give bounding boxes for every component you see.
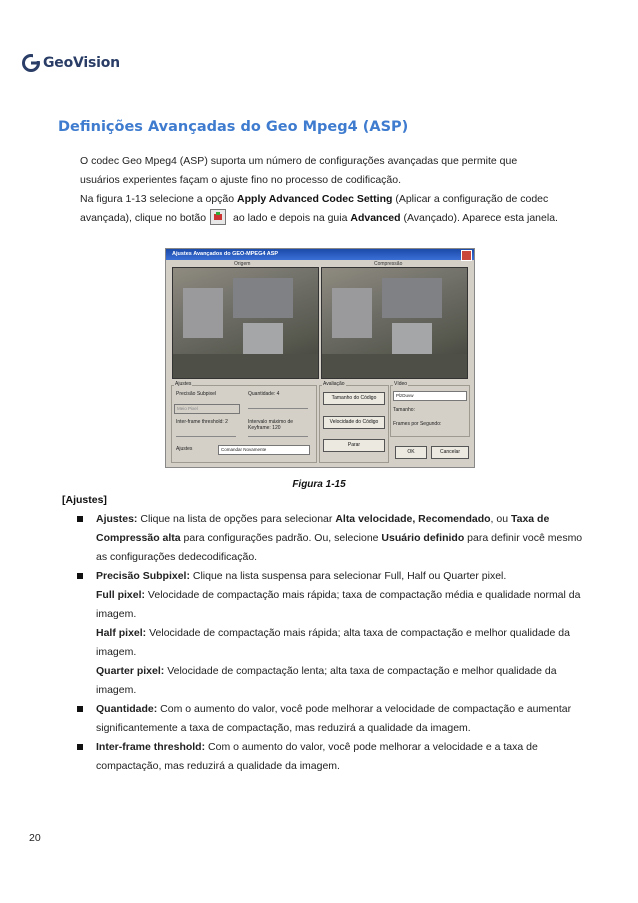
b1-a: Clique na lista de opções para selecionar [137,513,336,525]
bullet-interframe [96,738,586,776]
parar-button[interactable]: Parar [323,439,385,452]
b1-label: Ajustes: [96,513,138,525]
b4-text: Com o aumento do valor, você pode melhorar a velocidade e a taxa de compactação, mas reduzirá a qualidade da imagem. [96,741,538,772]
tamanho-codigo-button[interactable]: Tamanho do Código [323,392,385,405]
b1-g: para definir você mesmo as configurações dedecodificação. [96,532,583,563]
frames-por-segundo-label: Frames por Segundo: [393,421,442,427]
precisao-subpixel-combo[interactable]: Meio Pixel [174,404,240,414]
ajustes-section-heading: [Ajustes] [62,494,107,506]
precisao-subpixel-label: Precisão Subpixel [176,391,217,397]
intro-p2-a: Na figura 1-13 selecione a opção [80,193,238,205]
interframe-slider[interactable] [176,436,236,437]
intro-p2-c: (Aplicar a configuração de codec avançada), clique no botão [80,193,549,224]
quantidade-slider[interactable] [248,408,308,409]
b1-c: , ou [490,513,511,525]
b1-f: Usuário definido [381,532,465,544]
b4-label: Inter-frame threshold: [96,741,206,753]
b3-text: Com o aumento do valor, você pode melhorar a velocidade de compactação e aumentar significantemente a taxa de compactação, mas reduzirá a qualidade da imagem. [96,703,572,734]
velocidade-codigo-button[interactable]: Velocidade do Código [323,416,385,429]
intro-p2-d: ao lado e depois na guia [230,212,351,224]
compressao-video-preview [321,267,468,379]
quarter-pixel-desc [96,662,586,700]
video-combo[interactable]: PlzDuvw [393,391,467,401]
bullet-icon [77,573,83,579]
avaliacao-group-label: Avaliação [323,381,345,387]
page-number: 20 [29,832,41,844]
origem-label: Origem [234,261,251,267]
b1-b: Alta velocidade, Recomendado [335,513,491,525]
full-text: Velocidade de compactação mais rápida; taxa de compactação média e qualidade normal da imagem. [96,589,581,620]
compressao-label: Compressão [374,261,403,267]
bullet-icon [77,516,83,522]
intro-paragraph-1: O codec Geo Mpeg4 (ASP) suporta um número de configurações avançadas que permite que usuários experientes façam o ajuste fino no processo de codificação. [80,155,518,186]
geovision-logo-icon [22,54,40,72]
video-group-label: Vídeo [394,381,408,387]
intro-p2-b: Apply Advanced Codec Setting [237,193,393,205]
quarter-label: Quarter pixel: [96,665,165,677]
geovision-logo [22,52,120,74]
half-label: Half pixel: [96,627,147,639]
b1-d: Taxa de Compressão alta [96,513,550,544]
close-icon [461,250,472,261]
dialog-title: Ajustes Avançados do GEO-MPEG4 ASP [166,249,474,260]
origem-video-preview [172,267,319,379]
interframe-label: Inter-frame threshold: 2 [176,419,228,425]
intro-p2-e: Advanced [350,212,401,224]
settings-button-icon [210,209,226,225]
tamanho-label: Tamanho: [393,407,415,413]
bullet-precisao-subpixel [96,567,586,586]
ajustes-preset-combo[interactable]: Comandar Novamente [218,445,310,455]
full-label: Full pixel: [96,589,146,601]
ok-button[interactable]: OK [395,446,427,459]
b2-text: Clique na lista suspensa para selecionar Full, Half ou Quarter pixel. [189,570,507,582]
ajustes-preset-label: Ajustes [176,446,193,452]
cancel-button[interactable]: Cancelar [431,446,469,459]
ajustes-group-label: Ajustes [175,381,192,387]
half-text: Velocidade de compactação mais rápida; alta taxa de compactação e melhor qualidade da imagem. [96,627,570,658]
section-title: Definições Avançadas do Geo Mpeg4 (ASP) [58,119,409,135]
advanced-settings-dialog-figure [165,248,475,468]
bullet-quantidade [96,700,586,738]
quarter-text: Velocidade de compactação lenta; alta taxa de compactação e melhor qualidade da imagem. [96,665,557,696]
b3-label: Quantidade: [96,703,158,715]
b2-label: Precisão Subpixel: [96,570,190,582]
b1-e: para configurações padrão. Ou, selecione [180,532,382,544]
intro-paragraph-2 [80,190,574,228]
figure-caption: Figura 1-15 [292,479,346,490]
bullet-ajustes [96,510,586,567]
logo-text: GeoVision [43,55,120,71]
quantidade-label: Quantidade: 4 [248,391,280,397]
full-pixel-desc [96,586,586,624]
bullet-icon [77,706,83,712]
intervalo-keyframe-label: Intervalo máximo de Keyframe: 120 [248,419,294,431]
half-pixel-desc [96,624,586,662]
intro-p2-f: (Avançado). Aparece esta janela. [400,212,558,224]
bullet-icon [77,744,83,750]
intervalo-slider[interactable] [248,436,308,437]
